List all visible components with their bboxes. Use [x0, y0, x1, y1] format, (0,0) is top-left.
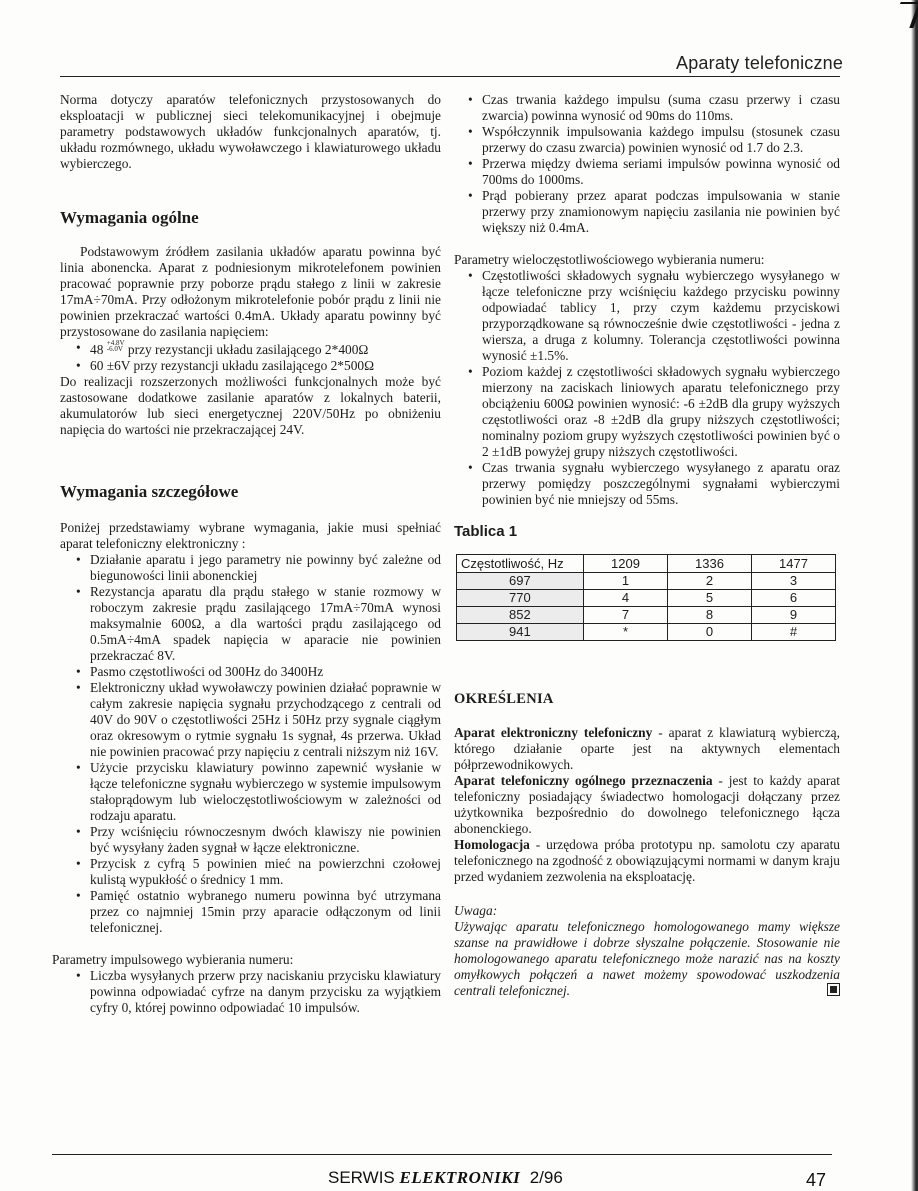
multi-item: • Czas trwania sygnału wybierczego wysyłanego z aparatu oraz przerwy pomiędzy poszczególnymi sygnałami wybierczymi powinien być nie mniejszy od 55ms.: [452, 460, 840, 508]
table-row: [457, 607, 836, 624]
table-header-cell: 1477: [752, 555, 836, 573]
table-cell: #: [752, 624, 836, 641]
definitions-list: [454, 725, 840, 885]
detailed-item: • Pasmo częstotliwości od 300Hz do 3400Hz: [60, 664, 441, 680]
scan-corner-mark: [891, 2, 918, 28]
definition-term: Aparat elektroniczny telefoniczny: [454, 725, 653, 740]
intro-paragraph: Norma dotyczy aparatów telefonicznych przystosowanych do eksploatacji w publicznej sieci telekomunikacyjnej i obejmuje parametry podstawowych układów funkcjonalnych aparatów, tj. układu rozmównego, układu wywoławczego i klawiaturowego układu wybierczego.: [60, 92, 441, 171]
general-paragraph-2: Do realizacji rozszerzonych możliwości funkcjonalnych może być zastosowane dodatkowe zasilanie aparatów z lokalnych baterii, akumulatorów lub sieci energetycznej 220V/50Hz po obniżeniu napięcia do wartości nie przekraczającej 24V.: [60, 374, 441, 437]
table-cell: 852: [457, 607, 584, 624]
right-column: [454, 92, 840, 999]
pulse-item: • Prąd pobierany przez aparat podczas impulsowania w stanie przerwy przy znamionowym napięciu zasilania nie powinien być większy niż 0.4mA.: [452, 188, 840, 236]
table-header-cell: Częstotliwość, Hz: [457, 555, 584, 573]
end-of-article-icon: [827, 983, 840, 996]
heading-general: Wymagania ogólne: [60, 208, 199, 227]
table-header-cell: 1336: [668, 555, 752, 573]
voltage-item-60: • 60 ±6V przy rezystancji układu zasilającego 2*500Ω: [60, 358, 441, 374]
table-cell: 5: [668, 590, 752, 607]
note-text: [454, 919, 840, 999]
voltage-48-value: 48: [90, 342, 104, 357]
detailed-item: • Działanie aparatu i jego parametry nie powinny być zależne od biegunowości linii abonenckiej: [60, 552, 441, 584]
definition-text: - aparat z klawiaturą wybierczą, którego działanie oparte jest na aktywnych elementach półprzewodnikowych.: [454, 725, 840, 772]
general-paragraph: Podstawowym źródłem zasilania układów aparatu powinna być linia abonencka. Aparat z podniesionym mikrotelefonem powinien pracować poprawnie przy poborze prądu stałego z linii w zakresie 17mA÷70mA. Przy odłożonym mikrotelefonie pobór prądu z linii nie powinien przekraczać wartości 0.4mA. Układy aparatu powinny być przystosowane do zasilania napięciem:: [60, 244, 441, 339]
definition-text: - jest to każdy aparat telefoniczny posiadający świadectwo homologacji dołączany przez użytkownika bezpośrednio do dowolnego telefonicznego łącza abonenckiego.: [454, 773, 841, 836]
voltage-item-48: [60, 340, 441, 358]
definition-item: [454, 773, 840, 837]
multi-list: [452, 268, 840, 508]
pulse-item: • Przerwa między dwiema seriami impulsów powinna wynosić od 700ms do 1000ms.: [452, 156, 840, 188]
note-title: Uwaga:: [454, 903, 498, 918]
scan-edge-shadow: [911, 0, 918, 1191]
footer-rule: [52, 1154, 832, 1155]
table-cell: 6: [752, 590, 836, 607]
pulse-item: • Współczynnik impulsowania każdego impulsu (stosunek czasu przerwy do czasu zwarcia) powinien wynosić od 1.7 do 2.3.: [452, 124, 840, 156]
detailed-item: • Przycisk z cyfrą 5 powinien mieć na powierzchni czołowej kulistą wypukłość o średnicy 1 mm.: [60, 856, 441, 888]
table-cell: 1: [584, 573, 668, 590]
magazine-brand: ELEKTRONIKI: [399, 1168, 521, 1187]
header-rule: [60, 76, 840, 77]
running-header: Aparaty telefoniczne: [676, 53, 844, 73]
tolerance-bottom: -6.0V: [106, 345, 123, 353]
detailed-intro: Poniżej przedstawiamy wybrane wymagania, jakie musi spełniać aparat telefoniczny elektroniczny :: [60, 520, 441, 551]
table-row: [457, 590, 836, 607]
pulse-intro: Parametry impulsowego wybierania numeru:: [52, 952, 294, 967]
issue-number: 2/96: [529, 1168, 563, 1187]
definition-term: Aparat telefoniczny ogólnego przeznaczenia: [454, 773, 713, 788]
footer-magazine: [328, 1168, 563, 1188]
table-header-cell: 1209: [584, 555, 668, 573]
voltage-48-tolerance: [107, 340, 125, 352]
page-number: 47: [806, 1170, 827, 1190]
table-cell: 4: [584, 590, 668, 607]
definition-term: Homologacja: [454, 837, 530, 852]
multi-item: • Poziom każdej z częstotliwości składowych sygnału wybierczego mierzony na zaciskach liniowych aparatu telefonicznego przy obciążeniu 600Ω powinien wynosić: -6 ±2dB dla grupy wyższych częstotliwości oraz -8 ±2dB dla grupy niższych częstotliwości; nominalny poziom grupy wyższych częstotliwości powinien być o 2 ±1dB powyżej grupy niższych częstotliwości.: [452, 364, 840, 460]
multi-item: • Częstotliwości składowych sygnału wybierczego wysyłanego w łącze telefoniczne przy wciśnięciu każdego przycisku powinny odpowiadać tablicy 1, przy czym każdemu przyciskowi przyporządkowane są równocześnie dwie częstotliwości - jedna z wiersza, a druga z kolumny. Tolerancja częstotliwości powinna wynosić ±1.5%.: [452, 268, 840, 364]
table-cell: 8: [668, 607, 752, 624]
multi-intro: Parametry wieloczęstotliwościowego wybierania numeru:: [454, 252, 765, 267]
definitions-heading: OKREŚLENIA: [454, 691, 554, 707]
pulse-list-right: [452, 92, 840, 236]
definition-text: - urzędowa próba prototypu np. samolotu czy aparatu telefonicznego na zgodność z obowiązującymi normami w danym kraju przed wydaniem zezwolenia na eksploatację.: [454, 837, 840, 884]
table-title: Tablica 1: [454, 523, 518, 540]
table-cell: 697: [457, 573, 584, 590]
tolerance-top: +4.8V: [106, 339, 125, 347]
detailed-item: • Elektroniczny układ wywoławczy powinien działać poprawnie w całym zakresie napięcia sygnału przychodzącego z centrali od 40V do 90V o częstotliwości 25Hz i 50Hz przy sygnale ciągłym oraz okresowym o rytmie sygnału 1s sygnał, 4s przerwa. Układ nie powinien pracować przy napięciu z centrali niższym niż 16V.: [60, 680, 441, 760]
table-row: [457, 624, 836, 641]
detailed-item: • Przy wciśnięciu równoczesnym dwóch klawiszy nie powinien być wysyłany żaden sygnał w łącze elektroniczne.: [60, 824, 441, 856]
note-body: Używając aparatu telefonicznego homologowanego mamy większe szanse na prawidłowe i dobrze słyszalne połączenie. Stosowanie nie homologowanego aparatu telefonicznego może narazić nas na koszty omyłkowych połączeń a nawet możemy spowodować uszkodzenia centrali telefonicznej.: [454, 919, 840, 998]
detailed-item: • Rezystancja aparatu dla prądu stałego w stanie rozmowy w roboczym zakresie prądu zasilającego 17mA÷70mA wynosi maksymalnie 600Ω, a dla wartości prądu zasilającego od 0.5mA÷4mA spadek napięcia w aparacie nie powinien przekraczać 8V.: [60, 584, 441, 664]
table-header-row: [457, 555, 836, 573]
frequency-table: [456, 554, 836, 641]
heading-detailed: Wymagania szczegółowe: [60, 482, 239, 501]
pulse-item: • Liczba wysyłanych przerw przy naciskaniu przycisku klawiatury powinna odpowiadać cyfrze na danym przycisku za wyjątkiem cyfry 0, której powinno odpowiadać 10 impulsów.: [60, 968, 441, 1016]
table-cell: *: [584, 624, 668, 641]
table-cell: 0: [668, 624, 752, 641]
voltage-list: [60, 340, 441, 374]
pulse-list-left: [60, 968, 441, 1016]
left-column: [52, 92, 441, 1016]
detailed-item: • Pamięć ostatnio wybranego numeru powinna być utrzymana przez co najmniej 15min przy aparacie odłączonym od linii telefonicznej.: [60, 888, 441, 936]
table-row: [457, 573, 836, 590]
definition-item: [454, 837, 840, 885]
table-cell: 3: [752, 573, 836, 590]
table-cell: 941: [457, 624, 584, 641]
table-cell: 7: [584, 607, 668, 624]
voltage-48-text: przy rezystancji układu zasilającego 2*400Ω: [127, 342, 369, 357]
table-cell: 770: [457, 590, 584, 607]
detailed-item: • Użycie przycisku klawiatury powinno zapewnić wysłanie w łącze telefoniczne sygnału wybierczego w systemie impulsowym stałoprądowym lub wieloczęstotliwościowym w zależności od rodzaju aparatu.: [60, 760, 441, 824]
table-cell: 9: [752, 607, 836, 624]
pulse-item: • Czas trwania każdego impulsu (suma czasu przerwy i czasu zwarcia) powinna wynosić od 90ms do 110ms.: [452, 92, 840, 124]
definition-item: [454, 725, 840, 773]
detailed-list: [60, 552, 441, 936]
table-cell: 2: [668, 573, 752, 590]
magazine-prefix: SERWIS: [328, 1168, 395, 1187]
